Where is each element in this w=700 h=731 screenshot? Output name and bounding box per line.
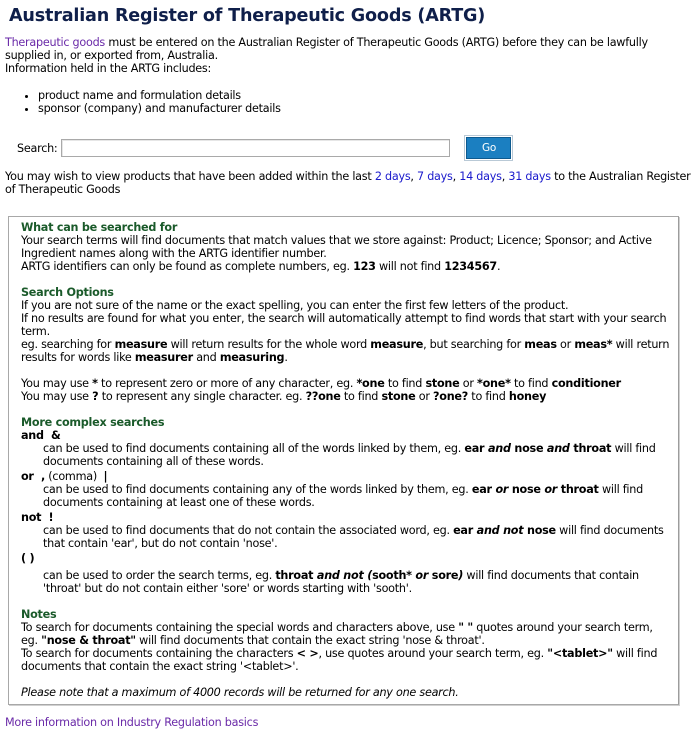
text: To search for documents containing the special words and characters above, use [21,621,459,634]
text: or [556,338,575,351]
example: *one* [477,377,511,390]
separator: , [410,170,418,183]
recent-7-days-link[interactable]: 7 days [417,170,453,183]
operator-not: not ! [21,511,54,524]
example: conditioner [551,377,621,390]
text: will find documents containing at least one of these words. [43,483,643,509]
text: To search for documents containing the characters [21,647,297,660]
operator-term: or , [21,470,45,483]
what-can-be-searched-section [21,221,672,273]
example: sooth* [372,569,416,582]
text: . [496,260,501,273]
help-text: If no results are found for what you enter, the search will automatically attempt to find words that start with your search term. [21,312,667,338]
help-text [21,390,672,403]
complex-searches-section [21,416,672,595]
text: to find [468,390,509,403]
notes-section [21,608,672,699]
example: " " [458,621,473,634]
example: ?one? [433,390,468,403]
spacer [21,364,672,377]
example: sore [428,569,459,582]
recent-2-days-link[interactable]: 2 days [374,170,411,183]
help-text [21,621,672,647]
example: meas [524,338,557,351]
text: , but searching for [423,338,525,351]
operator-description [21,569,672,595]
section-heading: Notes [21,608,57,621]
artg-info-list [5,89,695,115]
text: will return results for words like [21,338,670,364]
text: can be used to find documents that do not contain the associated word, eg. [43,524,454,537]
example: ? [92,390,99,403]
text: to represent any single character. eg. [98,390,306,403]
text: will return results for the whole word [167,338,371,351]
example: "<tablet>" [547,647,613,660]
example-operator: and not [476,524,524,537]
example: measure [370,338,424,351]
example-operator: or [544,483,558,496]
example-operator: ) [458,569,464,582]
text: will not find [375,260,445,273]
search-input[interactable] [61,139,450,157]
operator-and: and & [21,429,61,442]
help-text [21,338,672,364]
search-label: Search: [17,141,58,155]
text: will find documents that contain 'ear', but do not contain 'nose'. [43,524,664,550]
text: quotes around your search term, eg. [21,621,653,647]
example: throat [557,483,599,496]
search-options-section [21,286,672,403]
text: to find [340,390,382,403]
example: 1234567 [444,260,497,273]
industry-regulation-link[interactable]: More information on Industry Regulation basics [5,716,259,729]
text: or [415,390,434,403]
list-item: • product name and formulation details [38,89,695,102]
operator-note: (comma) [45,470,104,483]
text: will find documents that contain 'throat' but do not contain either 'sore' or words starting with 'sooth'. [43,569,639,595]
example: measuring [219,351,285,364]
separator: , [452,170,460,183]
help-text [21,377,672,390]
text: will find documents that contain the exact string 'nose & throat'. [135,634,485,647]
example: measure [114,338,168,351]
section-heading: More complex searches [21,416,165,429]
text: can be used to find documents containing all of the words linked by them, eg. [43,442,465,455]
intro-text: must be entered on the Australian Register of Therapeutic Goods (ARTG) before they can be lawfully supplied in, or exported from, Australia. [5,36,648,62]
text: . [284,351,288,364]
example-operator: or [495,483,509,496]
example: stone [425,377,460,390]
example: nose [508,483,545,496]
text: to find [510,377,552,390]
records-limit-note: Please note that a maximum of 4000 records will be returned for any one search. [21,686,459,699]
text: You may use [21,377,93,390]
example: throat [569,442,612,455]
text: and [192,351,220,364]
text: to find [384,377,426,390]
text: ARTG identifiers can only be found as complete numbers, eg. [21,260,354,273]
example: stone [381,390,416,403]
example-operator: or [415,569,429,582]
operator-description [21,524,672,550]
text: can be used to order the search terms, eg. [43,569,276,582]
recent-products-text [5,170,695,196]
example: ear [464,442,488,455]
example: nose [523,524,556,537]
text: eg. searching for [21,338,115,351]
operator-description [21,442,672,468]
text: to represent zero or more of any character, eg. [97,377,357,390]
example: "nose & throat" [41,634,136,647]
list-item: • sponsor (company) and manufacturer details [38,102,695,115]
example: ??one [305,390,341,403]
example-operator: and [487,442,511,455]
section-heading: What can be searched for [21,221,178,234]
example-operator: and [546,442,570,455]
operator-or [21,470,672,483]
search-form [5,138,695,158]
help-text: If you are not sure of the name or the exact spelling, you can enter the first few letters of the product. [21,299,569,312]
example: * [92,377,98,390]
text: will find documents containing all of these words. [43,442,656,468]
go-button[interactable]: Go [466,137,511,159]
text: , use quotes around your search term, eg. [318,647,548,660]
text: will find documents that contain the exact string '<tablet>'. [21,647,658,673]
intro-line2: Information held in the ARTG includes: [5,62,212,75]
operator-parentheses: ( ) [21,552,35,565]
example: < > [296,647,319,660]
example-operator: and not ( [316,569,373,582]
help-text [21,647,672,673]
recent-31-days-link[interactable]: 31 days [508,170,551,183]
text: or [459,377,477,390]
therapeutic-goods-link[interactable]: Therapeutic goods [5,36,106,49]
separator: , [501,170,509,183]
operator-description [21,483,672,509]
recent-suffix: to the Australian Register of Therapeutic Goods [5,170,691,196]
recent-14-days-link[interactable]: 14 days [459,170,502,183]
help-text [21,260,672,273]
intro [5,36,695,75]
section-heading: Search Options [21,286,114,299]
search-help-box [8,216,679,705]
text: You may use [21,390,93,403]
example: nose [510,442,547,455]
example: measurer [134,351,193,364]
example: meas* [574,338,613,351]
example: ear [471,483,496,496]
recent-prefix: You may wish to view products that have been added within the last [5,170,375,183]
example: honey [508,390,547,403]
example: 123 [353,260,376,273]
example: ear [453,524,477,537]
operator-term: | [103,470,108,483]
help-text: Your search terms will find documents that match values that we store against: Product; Licence; Sponsor; and Active Ingredient names along with the ARTG identifier number. [21,234,652,260]
page-title: Australian Register of Therapeutic Goods (ARTG) [9,6,486,26]
example: throat [275,569,317,582]
example: *one [356,377,385,390]
text: can be used to find documents containing any of the words linked by them, eg. [43,483,472,496]
